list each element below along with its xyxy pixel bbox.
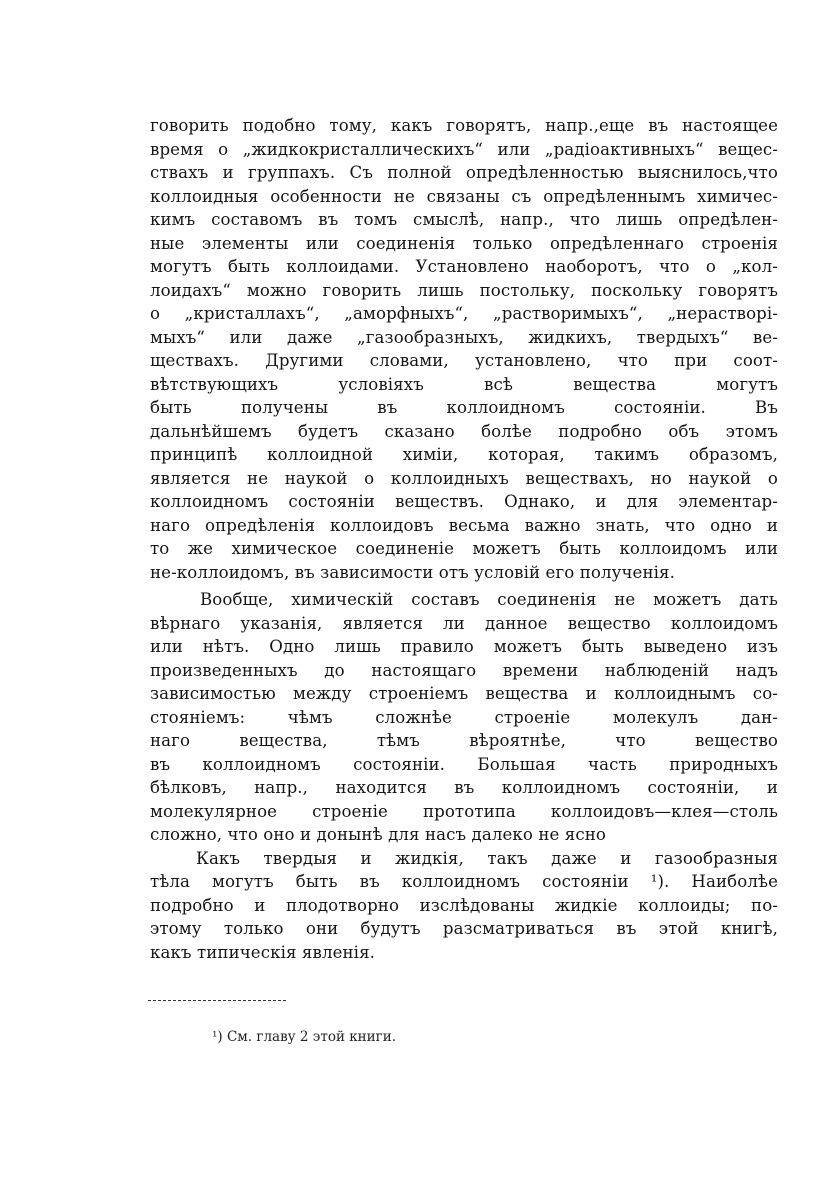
text-line: мыхъ“ или даже „газообразныхъ, жидкихъ, твердыхъ“ ве- (150, 327, 778, 347)
footnote: ¹) См. главу 2 этой книги. (212, 1029, 397, 1045)
text-line: сложно, что оно и донынѣ для насъ далеко не ясно (150, 825, 607, 844)
paragraph-3 (150, 847, 778, 965)
text-line: могутъ быть коллоидами. Установлено наоборотъ, что о „кол- (150, 257, 778, 276)
text-line: не-коллоидомъ, въ зависимости отъ условій его полученія. (150, 562, 675, 582)
text-line: о „кристаллахъ“, „аморфныхъ“, „растворимыхъ“, „нерастворі- (150, 304, 778, 323)
text-line: быть получены въ коллоидномъ состояніи. Въ (150, 398, 778, 417)
text-line: вѣрнаго указанія, является ли данное вещество коллоидомъ (150, 613, 778, 633)
text-line: произведенныхъ до настоящаго времени наблюденій надъ (150, 660, 778, 680)
text-line: время о „жидкокристаллическихъ“ или „радіоактивныхъ“ вещес- (150, 139, 778, 159)
text-line: наго опредѣленія коллоидовъ весьма важно знать, что одно и (150, 515, 778, 535)
text-line: является не наукой о коллоидныхъ веществахъ, но наукой о (150, 468, 778, 488)
paragraph-2 (150, 588, 778, 847)
text-line: коллоидныя особенности не связаны съ опредѣленнымъ химичес- (150, 186, 778, 206)
text-line: говорить подобно тому, какъ говорятъ, напр.,еще въ настоящее (150, 116, 778, 135)
text-line: бѣлковъ, напр., находится въ коллоидномъ состояніи, и (150, 778, 778, 797)
text-line: ществахъ. Другими словами, установлено, что при соот- (150, 351, 778, 370)
text-line: въ коллоидномъ состояніи. Большая часть природныхъ (150, 754, 778, 774)
text-line: вѣтствующихъ условіяхъ всѣ вещества могутъ (150, 374, 778, 394)
body-text (150, 114, 778, 964)
paragraph-1 (150, 114, 778, 584)
text-line: принципѣ коллоидной химіи, которая, такимъ образомъ, (150, 445, 778, 464)
text-line: молекулярное строеніе прототипа коллоидовъ—клея—столь (150, 801, 778, 821)
text-line: подробно и плодотворно изслѣдованы жидкіе коллоиды; по- (150, 895, 778, 915)
text-line: наго вещества, тѣмъ вѣроятнѣе, что вещество (150, 731, 778, 750)
text-line: зависимостью между строеніемъ вещества и коллоиднымъ со- (150, 684, 778, 703)
text-line: кимъ составомъ въ томъ смыслѣ, напр., что лишь опредѣлен- (150, 210, 778, 229)
text-line: или нѣтъ. Одно лишь правило можетъ быть выведено изъ (150, 637, 778, 656)
text-line: какъ типическія явленія. (150, 942, 376, 962)
text-line: лоидахъ“ можно говорить лишь постольку, поскольку говорятъ (150, 280, 778, 300)
text-line: то же химическое соединеніе можетъ быть коллоидомъ или (150, 539, 778, 558)
text-line: коллоидномъ состояніи веществъ. Однако, и для элементар- (150, 492, 778, 511)
text-line: дальнѣйшемъ будетъ сказано болѣе подробно объ этомъ (150, 421, 778, 441)
text-line: тѣла могутъ быть въ коллоидномъ состояніи ¹). Наиболѣе (150, 872, 778, 891)
text-line: Какъ твердыя и жидкія, такъ даже и газообразныя (196, 848, 778, 868)
footnote-divider (148, 1000, 286, 1001)
text-line: стояніемъ: чѣмъ сложнѣе строеніе молекулъ дан- (150, 707, 778, 727)
text-line: Вообще, химическій составъ соединенія не можетъ дать (200, 590, 778, 609)
text-line: ные элементы или соединенія только опредѣленнаго строенія (150, 233, 778, 253)
text-line: ствахъ и группахъ. Съ полной опредѣленностью выяснилось,что (150, 163, 778, 182)
text-line: этому только они будутъ разсматриваться въ этой книгѣ, (150, 919, 778, 938)
